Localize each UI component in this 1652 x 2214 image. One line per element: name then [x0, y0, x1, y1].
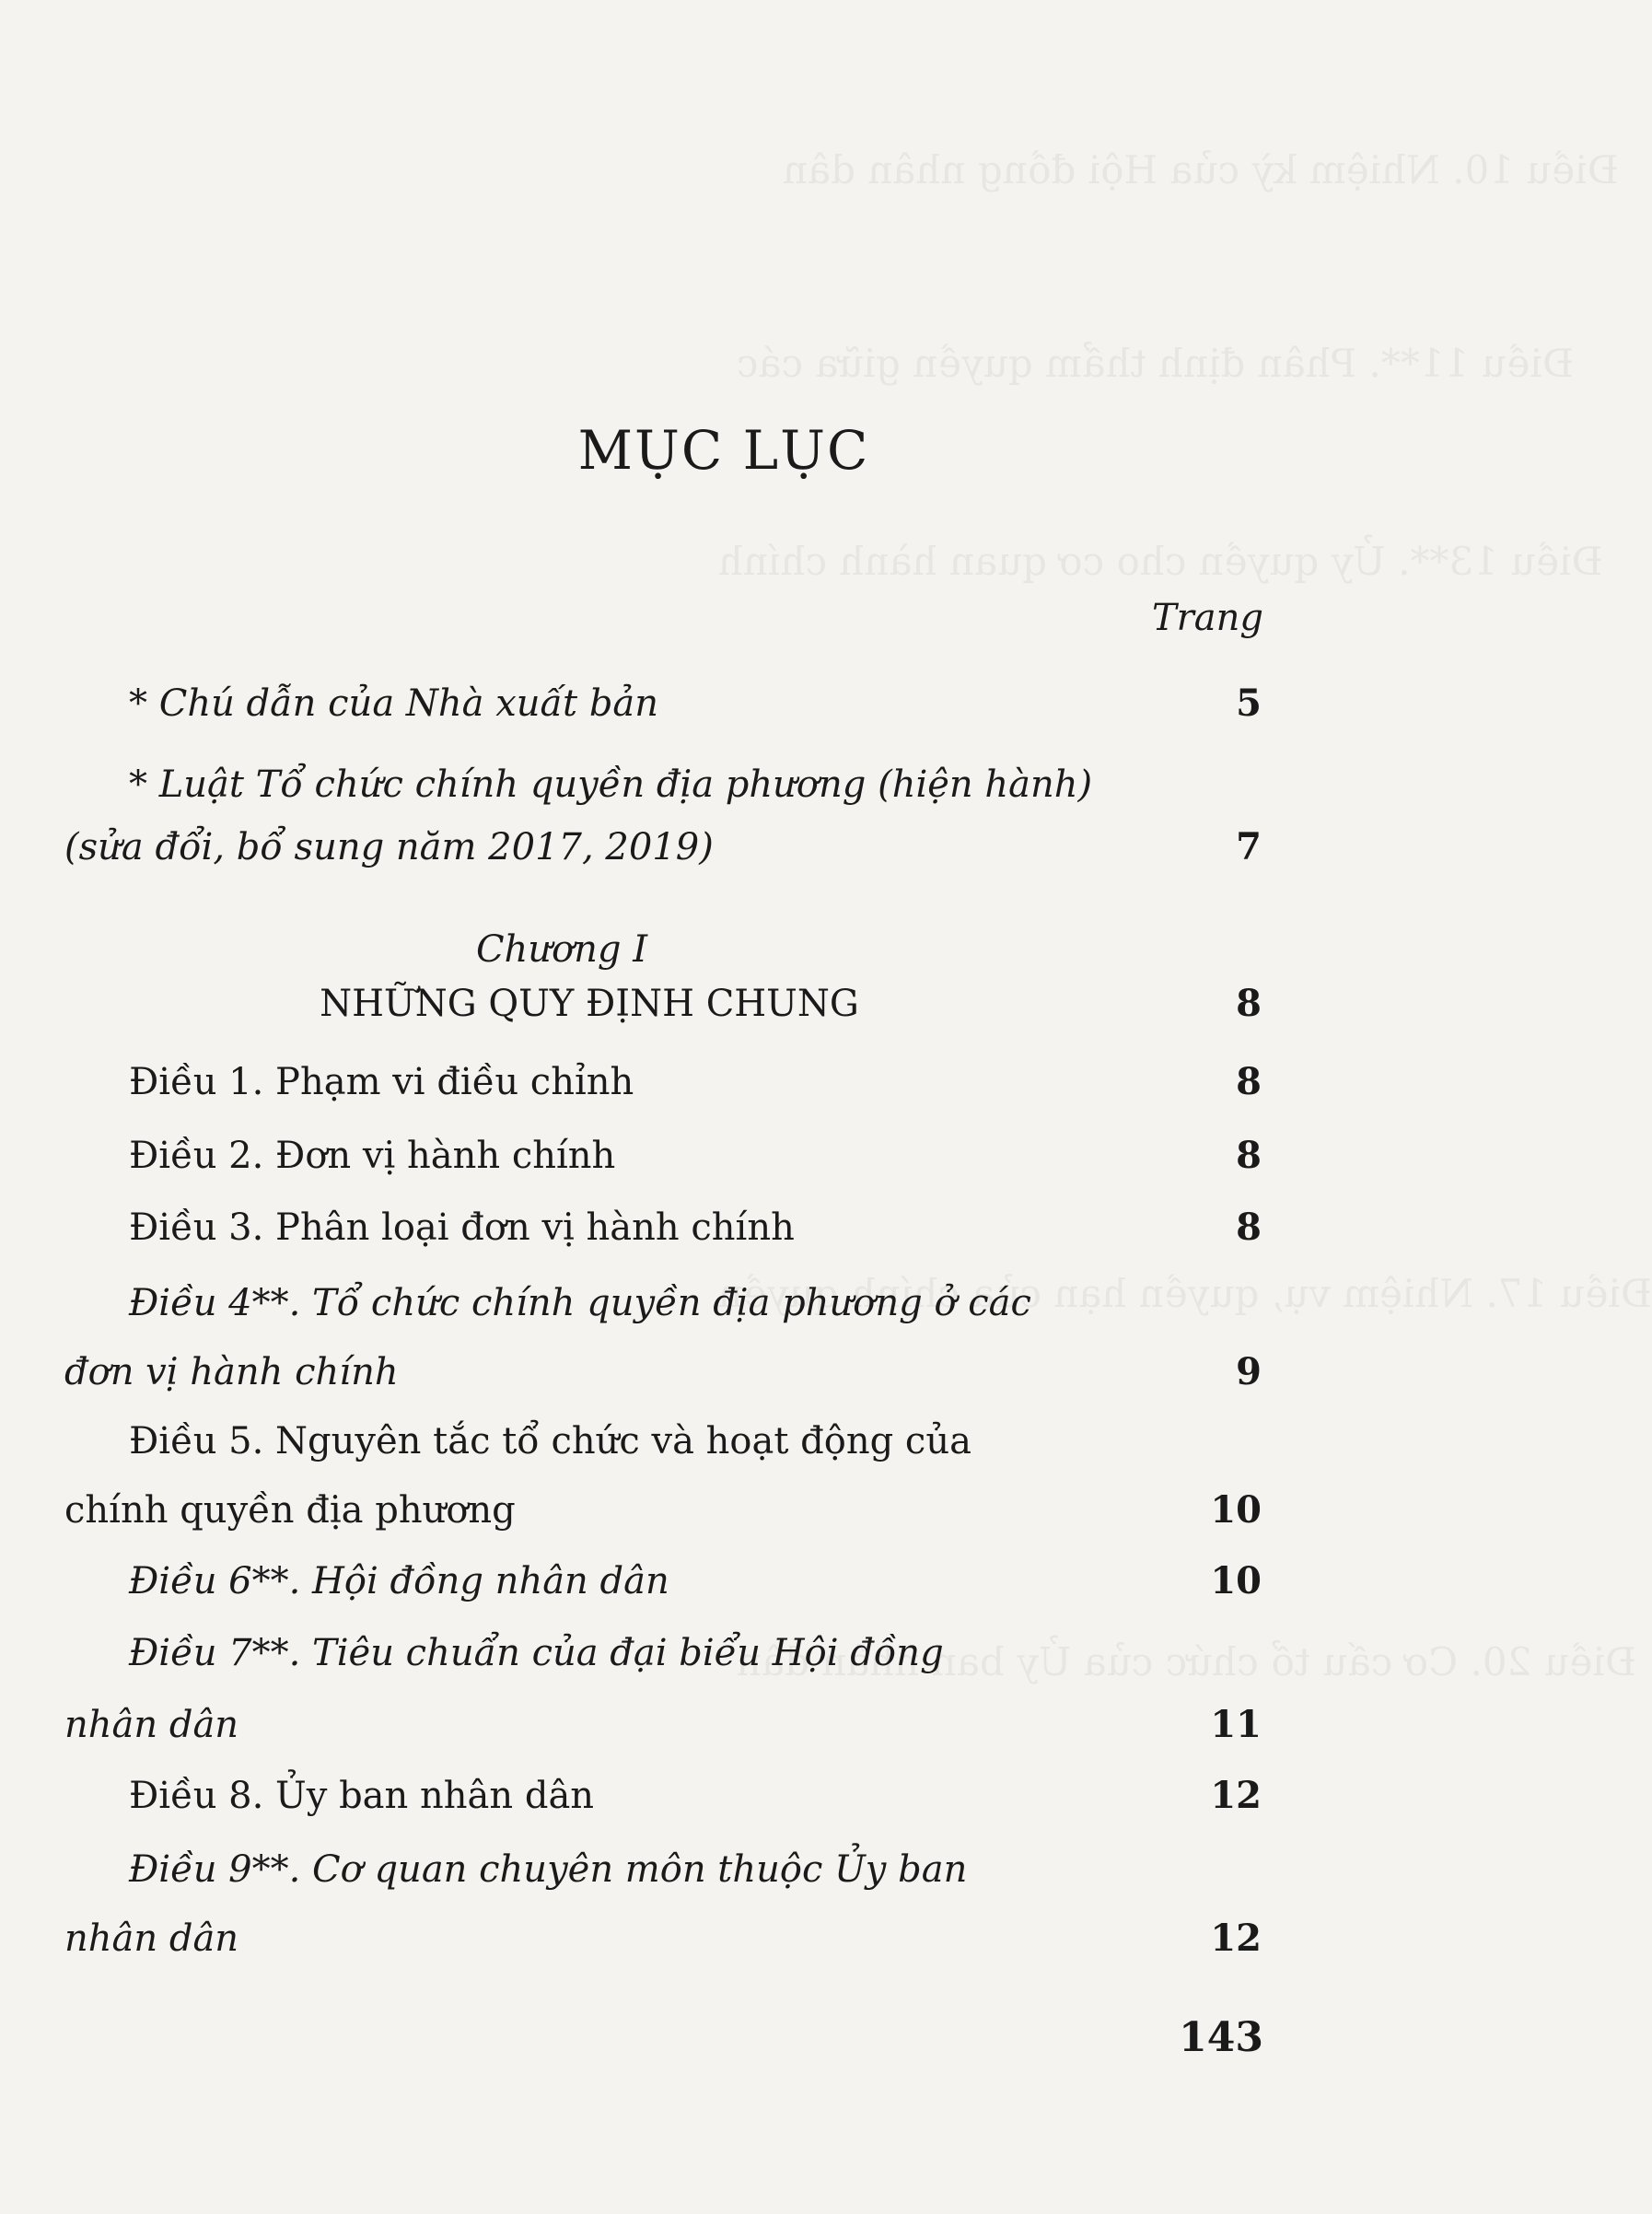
toc-entry[interactable] — [64, 1060, 1262, 1103]
toc-entry-page: 8 — [1236, 1134, 1262, 1177]
bleed-through-text: Điều 13**. Ủy quyền cho cơ quan hành chính — [718, 539, 1603, 584]
toc-entry-page: 8 — [1236, 1060, 1262, 1103]
toc-entry-continuation[interactable] — [64, 1917, 1262, 1960]
toc-entry-text: nhân dân — [64, 1917, 239, 1960]
column-label-trang: Trang — [1151, 597, 1263, 639]
toc-entry-text: * Luật Tổ chức chính quyền địa phương (hiện hành) — [129, 763, 1093, 806]
chapter-title: NHỮNG QUY ĐỊNH CHUNG — [320, 983, 859, 1025]
toc-entry-page: 11 — [1210, 1703, 1262, 1746]
toc-entry-continuation[interactable] — [64, 1488, 1262, 1532]
toc-entry[interactable] — [64, 1206, 1262, 1249]
toc-entry[interactable] — [64, 1774, 1262, 1817]
toc-entry[interactable] — [64, 682, 1262, 725]
chapter-entry[interactable] — [64, 982, 1262, 1025]
toc-entry-page: 10 — [1210, 1559, 1262, 1602]
toc-entry-page: 9 — [1236, 1350, 1262, 1393]
toc-entry-text: Điều 6**. Hội đồng nhân dân — [129, 1560, 669, 1602]
toc-entry[interactable] — [64, 1282, 1262, 1324]
toc-entry-page: 8 — [1236, 1206, 1262, 1249]
toc-entry-continuation[interactable] — [64, 825, 1262, 868]
toc-entry[interactable] — [64, 1632, 1262, 1674]
toc-entry-text: * Chú dẫn của Nhà xuất bản — [129, 682, 659, 725]
toc-entry-text: (sửa đổi, bổ sung năm 2017, 2019) — [64, 826, 714, 868]
toc-entry-page: 10 — [1210, 1488, 1262, 1532]
bleed-through-text: Điều 11**. Phân định thẩm quyền giữa các — [737, 341, 1574, 386]
bleed-through-text: Điều 17. Nhiệm vụ, quyền hạn của chính quyền — [718, 1271, 1652, 1316]
page-title: MỤC LỤC — [577, 419, 870, 482]
page-number: 143 — [1179, 2014, 1263, 2061]
chapter-number: Chương I — [475, 928, 648, 971]
toc-entry-page: 12 — [1210, 1774, 1262, 1817]
toc-entry-text: nhân dân — [64, 1704, 239, 1746]
bleed-through-text: Điều 10. Nhiệm kỳ của Hội đồng nhân dân — [783, 147, 1619, 192]
toc-entry-page: 7 — [1236, 825, 1262, 868]
bleed-through-text: Điều 20. Cơ cấu tổ chức của Ủy ban nhân dân — [737, 1639, 1636, 1684]
toc-entry-text: Điều 5. Nguyên tắc tổ chức và hoạt động của — [129, 1420, 971, 1462]
toc-entry[interactable] — [64, 763, 1262, 806]
toc-entry[interactable] — [64, 1420, 1262, 1462]
toc-entry-text: đơn vị hành chính — [64, 1351, 399, 1393]
toc-entry-continuation[interactable] — [64, 1703, 1262, 1746]
toc-entry-text: Điều 3. Phân loại đơn vị hành chính — [129, 1206, 795, 1249]
toc-entry-text: Điều 7**. Tiêu chuẩn của đại biểu Hội đồng — [129, 1632, 944, 1674]
toc-entry-continuation[interactable] — [64, 1350, 1262, 1393]
toc-entry-text: Điều 1. Phạm vi điều chỉnh — [129, 1061, 634, 1103]
toc-entry-text: Điều 9**. Cơ quan chuyên môn thuộc Ủy ban — [129, 1848, 968, 1891]
toc-entry-page: 8 — [1236, 982, 1262, 1025]
toc-entry-text: chính quyền địa phương — [64, 1489, 516, 1532]
toc-entry-page: 12 — [1210, 1917, 1262, 1960]
toc-entry[interactable] — [64, 1134, 1262, 1177]
toc-entry-text: Điều 2. Đơn vị hành chính — [129, 1135, 616, 1177]
toc-entry[interactable] — [64, 1559, 1262, 1602]
toc-entry-text: Điều 8. Ủy ban nhân dân — [129, 1775, 595, 1817]
toc-entry-text: Điều 4**. Tổ chức chính quyền địa phương ở các — [129, 1282, 1031, 1324]
toc-entry[interactable] — [64, 1848, 1262, 1891]
toc-entry-page: 5 — [1236, 682, 1262, 725]
